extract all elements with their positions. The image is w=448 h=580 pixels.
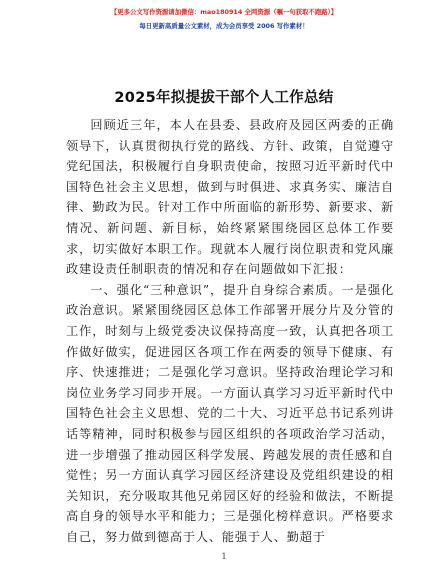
document-body	[66, 115, 394, 547]
document-title: 2025年拟提拔干部个人工作总结	[114, 90, 334, 106]
body-paragraph-section-one: 一、强化“三种意识”，提升自身综合素质。一是强化政治意识。紧紧围绕园区总体工作部署开展分片及分管的工作，时刻与上级党委决议保持高度一致，认真把各项工作做好做实，促进园区各项工作在两委的领导下健康、有序、快速推进；二是强化学习意识。坚持政治理论学习和岗位业务学习同步开展。一方面认真学习习近平新时代中国特色社会主义思想、党的二十大、习近平总书记系列讲话等精神，同时积极参与园区组织的各项政治学习活动，进一步增强了推动园区科学发展、跨越发展的责任感和自觉性；另一方面认真学习园区经济建设及党组织建设的相关知识，充分吸取其他兄弟园区好的经验和做法，不断提高自身的领导水平和能力；三是强化榜样意识。严格要求自己，努力做到德高于人、能强于人、勤超于	[66, 282, 394, 544]
page-number: 1	[221, 552, 227, 561]
banner-update-line: 每日更新高质量公文素材，成为会员享受 2006 写作素材！	[139, 22, 309, 30]
body-paragraph-intro: 回顾近三年，本人在县委、县政府及园区两委的正确领导下，认真贯彻执行党的路线、方针、政策，自觉遵守党纪国法，积极履行自身职责使命，按照习近平新时代中国特色社会主义思想，做到与时俱进、求真务实、廉洁自律、勤政为民。针对工作中所面临的新形势、新要求、新情况、新问题、新目标，始终紧紧围绕园区总体工作要求，切实做好本职工作。现就本人履行岗位职责和党风廉政建设责任制职责的情况和存在问题做如下汇报：	[66, 118, 394, 277]
banner-promo-line: 【更多公文写作资源请加微信：mao180914 全网资源（嘱一句获取不跑路）】	[110, 8, 338, 16]
header-banner	[0, 6, 448, 32]
